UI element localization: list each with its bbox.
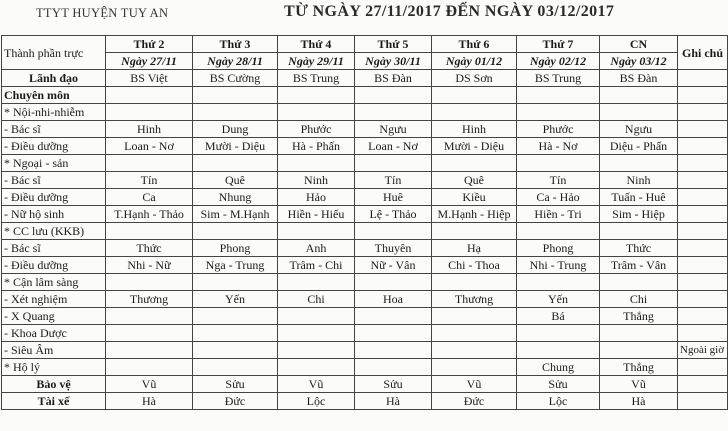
schedule-cell: Chi: [278, 291, 355, 308]
schedule-cell: [193, 342, 278, 359]
schedule-cell: [432, 155, 517, 172]
schedule-cell: [517, 342, 600, 359]
schedule-cell: Loan - Nơ: [106, 138, 193, 155]
document-header: [0, 0, 728, 34]
schedule-cell: Đức: [432, 393, 517, 410]
day-header: Thứ 7: [517, 36, 600, 53]
date-header: Ngày 03/12: [600, 53, 678, 70]
schedule-cell: Ca: [106, 189, 193, 206]
row-label: - Điều dưỡng: [2, 257, 106, 274]
schedule-row: [2, 308, 728, 325]
schedule-cell: BS Việt: [106, 70, 193, 87]
schedule-row: [2, 121, 728, 138]
schedule-cell: Lộc: [517, 393, 600, 410]
duty-schedule-table: [1, 35, 728, 410]
schedule-row: [2, 359, 728, 376]
schedule-cell: [432, 274, 517, 291]
schedule-cell: Huê: [355, 189, 432, 206]
schedule-cell: [600, 104, 678, 121]
schedule-cell: Tín: [106, 172, 193, 189]
schedule-row: [2, 104, 728, 121]
schedule-cell: Hảo: [278, 189, 355, 206]
row-label: * CC lưu (KKB): [2, 223, 106, 240]
schedule-body: [2, 70, 728, 410]
schedule-cell: [278, 104, 355, 121]
schedule-cell: Ca - Hảo: [517, 189, 600, 206]
schedule-cell: [355, 342, 432, 359]
schedule-cell: Lộc: [278, 393, 355, 410]
schedule-cell: Thương: [432, 291, 517, 308]
schedule-cell: [600, 223, 678, 240]
schedule-cell: [355, 155, 432, 172]
schedule-cell: [517, 104, 600, 121]
schedule-cell: Hà: [355, 393, 432, 410]
schedule-row: [2, 291, 728, 308]
date-header: Ngày 29/11: [278, 53, 355, 70]
schedule-cell: Quê: [193, 172, 278, 189]
schedule-cell: [278, 155, 355, 172]
schedule-cell: [355, 325, 432, 342]
schedule-cell: Ngưu: [355, 121, 432, 138]
schedule-cell: Dung: [193, 121, 278, 138]
schedule-cell: Sửu: [193, 376, 278, 393]
schedule-cell: M.Hạnh - Hiệp: [432, 206, 517, 223]
schedule-row: [2, 240, 728, 257]
note-cell: [678, 87, 728, 104]
schedule-cell: [278, 87, 355, 104]
schedule-cell: Anh: [278, 240, 355, 257]
note-cell: [678, 393, 728, 410]
schedule-cell: [600, 87, 678, 104]
note-cell: [678, 240, 728, 257]
schedule-cell: [106, 342, 193, 359]
schedule-cell: [355, 308, 432, 325]
note-cell: [678, 121, 728, 138]
note-cell: [678, 359, 728, 376]
schedule-cell: Loan - Nơ: [355, 138, 432, 155]
date-header: Ngày 27/11: [106, 53, 193, 70]
schedule-cell: Ninh: [600, 172, 678, 189]
row-label: - Điều dưỡng: [2, 138, 106, 155]
schedule-cell: BS Trung: [517, 70, 600, 87]
schedule-cell: BS Trung: [278, 70, 355, 87]
schedule-cell: [193, 155, 278, 172]
schedule-cell: BS Đàn: [355, 70, 432, 87]
schedule-cell: [355, 104, 432, 121]
schedule-cell: [193, 274, 278, 291]
schedule-cell: Bá: [517, 308, 600, 325]
schedule-row: [2, 274, 728, 291]
schedule-cell: [517, 223, 600, 240]
schedule-cell: Nhi - Trung: [517, 257, 600, 274]
schedule-row: [2, 172, 728, 189]
schedule-cell: [106, 223, 193, 240]
schedule-cell: Sửu: [517, 376, 600, 393]
schedule-cell: [432, 223, 517, 240]
schedule-cell: [193, 325, 278, 342]
schedule-cell: [193, 87, 278, 104]
schedule-cell: Thuyên: [355, 240, 432, 257]
row-label: - Xét nghiệm: [2, 291, 106, 308]
schedule-cell: [432, 87, 517, 104]
day-header: Thứ 2: [106, 36, 193, 53]
schedule-cell: Yến: [517, 291, 600, 308]
note-cell: [678, 104, 728, 121]
schedule-cell: [432, 308, 517, 325]
schedule-cell: Đức: [193, 393, 278, 410]
schedule-cell: [517, 274, 600, 291]
schedule-cell: [193, 308, 278, 325]
schedule-cell: Nhi - Nữ: [106, 257, 193, 274]
schedule-cell: [600, 274, 678, 291]
schedule-cell: [106, 274, 193, 291]
schedule-cell: Trâm - Chi: [278, 257, 355, 274]
schedule-cell: [193, 223, 278, 240]
row-label: Tài xế: [2, 393, 106, 410]
schedule-cell: Tín: [517, 172, 600, 189]
note-header: Ghi chú: [678, 36, 728, 70]
schedule-cell: Sửu: [355, 376, 432, 393]
schedule-cell: Hà: [106, 393, 193, 410]
schedule-cell: Yến: [193, 291, 278, 308]
schedule-cell: Vũ: [278, 376, 355, 393]
schedule-cell: [193, 359, 278, 376]
schedule-cell: [432, 104, 517, 121]
schedule-cell: Mười - Diệu: [432, 138, 517, 155]
schedule-cell: Phước: [517, 121, 600, 138]
note-cell: [678, 376, 728, 393]
schedule-row: [2, 70, 728, 87]
schedule-cell: Nga - Trung: [193, 257, 278, 274]
schedule-cell: [355, 223, 432, 240]
schedule-cell: [517, 87, 600, 104]
row-label: - Điều dưỡng: [2, 189, 106, 206]
schedule-cell: Hiền - Hiếu: [278, 206, 355, 223]
schedule-cell: Chi - Thoa: [432, 257, 517, 274]
schedule-cell: Hà: [600, 393, 678, 410]
note-cell: [678, 206, 728, 223]
schedule-cell: [600, 155, 678, 172]
schedule-period-title: TỪ NGÀY 27/11/2017 ĐẾN NGÀY 03/12/2017: [284, 3, 615, 20]
day-header-row: [2, 36, 728, 53]
schedule-cell: Quê: [432, 172, 517, 189]
schedule-row: [2, 155, 728, 172]
schedule-cell: Nhung: [193, 189, 278, 206]
schedule-cell: Thắng: [600, 308, 678, 325]
schedule-cell: [106, 155, 193, 172]
schedule-row: [2, 138, 728, 155]
schedule-cell: Hà - Nơ: [517, 138, 600, 155]
schedule-cell: Diệu - Phấn: [600, 138, 678, 155]
schedule-cell: [432, 342, 517, 359]
schedule-row: [2, 189, 728, 206]
schedule-cell: [517, 325, 600, 342]
schedule-row: [2, 87, 728, 104]
schedule-cell: [517, 155, 600, 172]
schedule-cell: [432, 325, 517, 342]
organization-name: TTYT HUYỆN TUY AN: [36, 6, 169, 20]
row-label: - Nữ hộ sinh: [2, 206, 106, 223]
note-cell: [678, 291, 728, 308]
date-header: Ngày 28/11: [193, 53, 278, 70]
schedule-cell: Trâm - Vân: [600, 257, 678, 274]
row-label: - Bác sĩ: [2, 172, 106, 189]
schedule-cell: BS Cường: [193, 70, 278, 87]
schedule-cell: Mười - Diệu: [193, 138, 278, 155]
schedule-cell: Hinh: [432, 121, 517, 138]
schedule-cell: BS Đàn: [600, 70, 678, 87]
day-header: Thứ 6: [432, 36, 517, 53]
schedule-cell: Hà - Phấn: [278, 138, 355, 155]
note-cell: [678, 308, 728, 325]
schedule-cell: Thắng: [600, 359, 678, 376]
date-header: Ngày 02/12: [517, 53, 600, 70]
schedule-row: [2, 223, 728, 240]
row-label: - X Quang: [2, 308, 106, 325]
row-label: - Siêu Âm: [2, 342, 106, 359]
schedule-cell: [106, 87, 193, 104]
row-label: * Nội-nhi-nhiễm: [2, 104, 106, 121]
schedule-row: [2, 342, 728, 359]
schedule-cell: [600, 325, 678, 342]
row-label: * Ngoại - sản: [2, 155, 106, 172]
schedule-cell: [278, 342, 355, 359]
corner-header: Thành phần trực: [2, 36, 106, 70]
row-label: Lãnh đạo: [2, 70, 106, 87]
schedule-row: [2, 393, 728, 410]
schedule-cell: Tín: [355, 172, 432, 189]
note-cell: [678, 70, 728, 87]
date-header: Ngày 01/12: [432, 53, 517, 70]
day-header: Thứ 5: [355, 36, 432, 53]
schedule-cell: [278, 325, 355, 342]
schedule-cell: Chi: [600, 291, 678, 308]
schedule-cell: [193, 104, 278, 121]
schedule-cell: Ngưu: [600, 121, 678, 138]
day-header: Thứ 3: [193, 36, 278, 53]
schedule-cell: Hạ: [432, 240, 517, 257]
schedule-cell: DS Sơn: [432, 70, 517, 87]
row-label: - Bác sĩ: [2, 121, 106, 138]
schedule-row: [2, 376, 728, 393]
schedule-cell: Sim - Hiệp: [600, 206, 678, 223]
note-cell: Ngoài giờ: [678, 342, 728, 359]
schedule-cell: [278, 274, 355, 291]
schedule-cell: Hiền - Tri: [517, 206, 600, 223]
schedule-cell: Nữ - Vân: [355, 257, 432, 274]
schedule-cell: Hoa: [355, 291, 432, 308]
note-cell: [678, 189, 728, 206]
schedule-cell: Tuấn - Huê: [600, 189, 678, 206]
schedule-cell: Kiều: [432, 189, 517, 206]
schedule-cell: Chung: [517, 359, 600, 376]
schedule-cell: [106, 359, 193, 376]
schedule-cell: T.Hạnh - Thảo: [106, 206, 193, 223]
schedule-cell: Phước: [278, 121, 355, 138]
date-header: Ngày 30/11: [355, 53, 432, 70]
row-label: Chuyên môn: [2, 87, 106, 104]
note-cell: [678, 223, 728, 240]
schedule-cell: Vũ: [600, 376, 678, 393]
row-label: - Khoa Dược: [2, 325, 106, 342]
note-cell: [678, 274, 728, 291]
schedule-cell: [106, 308, 193, 325]
schedule-cell: [355, 87, 432, 104]
row-label: - Bác sĩ: [2, 240, 106, 257]
note-cell: [678, 172, 728, 189]
schedule-cell: Ninh: [278, 172, 355, 189]
schedule-cell: Hinh: [106, 121, 193, 138]
row-label: Bảo vệ: [2, 376, 106, 393]
schedule-cell: Thức: [106, 240, 193, 257]
schedule-cell: [355, 274, 432, 291]
note-cell: [678, 257, 728, 274]
day-header: Thứ 4: [278, 36, 355, 53]
schedule-cell: Sim - M.Hạnh: [193, 206, 278, 223]
note-cell: [678, 138, 728, 155]
schedule-cell: [278, 359, 355, 376]
schedule-cell: [278, 223, 355, 240]
row-label: * Hộ lý: [2, 359, 106, 376]
schedule-cell: [600, 342, 678, 359]
schedule-cell: Thương: [106, 291, 193, 308]
schedule-cell: Phong: [517, 240, 600, 257]
schedule-cell: [106, 325, 193, 342]
note-cell: [678, 325, 728, 342]
schedule-row: [2, 206, 728, 223]
schedule-cell: [432, 359, 517, 376]
schedule-cell: Lệ - Thảo: [355, 206, 432, 223]
schedule-cell: Thức: [600, 240, 678, 257]
day-header: CN: [600, 36, 678, 53]
schedule-cell: [278, 308, 355, 325]
schedule-cell: Vũ: [106, 376, 193, 393]
row-label: * Cận lâm sàng: [2, 274, 106, 291]
schedule-row: [2, 325, 728, 342]
schedule-cell: [355, 359, 432, 376]
date-header-row: [2, 53, 728, 70]
schedule-cell: Vũ: [432, 376, 517, 393]
schedule-cell: [106, 104, 193, 121]
note-cell: [678, 155, 728, 172]
schedule-row: [2, 257, 728, 274]
schedule-cell: Phong: [193, 240, 278, 257]
